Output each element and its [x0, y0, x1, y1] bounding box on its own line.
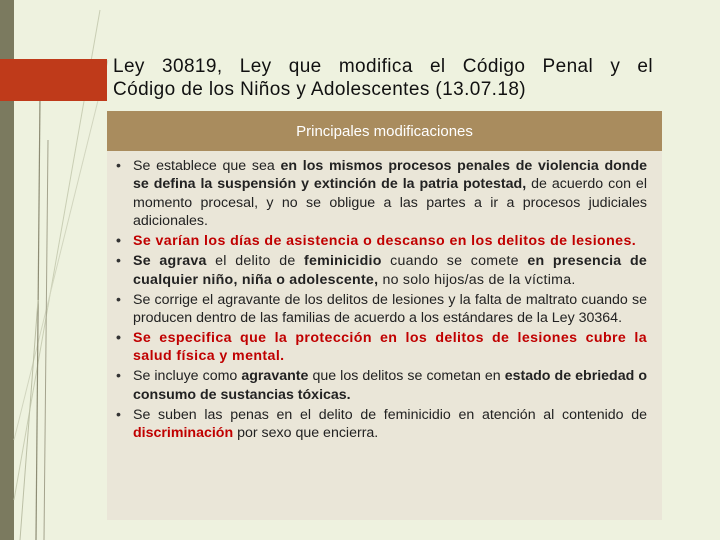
list-item: • Se especifica que la protección en los delitos de lesiones cubre la salud física y mental.	[115, 329, 647, 366]
modifications-list	[107, 151, 662, 443]
content-box	[107, 111, 662, 520]
list-item: • Se corrige el agravante de los delitos de lesiones y la falta de maltrato cuando se producen dentro de las familias de acuerdo a los estándares de la Ley 30364.	[115, 291, 647, 328]
section-header: Principales modificaciones	[107, 111, 662, 151]
title-line-1: Ley 30819, Ley que modifica el Código Penal y el	[113, 56, 653, 77]
list-item: • Se varían los días de asistencia o descanso en los delitos de lesiones.	[115, 232, 647, 250]
list-item: • Se agrava el delito de feminicidio cuando se comete en presencia de cualquier niño, niña o adolescente, no solo hijos/as de la víctima.	[115, 252, 647, 289]
list-item: • Se incluye como agravante que los delitos se cometan en estado de ebriedad o consumo de sustancias tóxicas.	[115, 367, 647, 404]
list-item: • Se establece que sea en los mismos procesos penales de violencia donde se defina la suspensión y extinción de la patria potestad, de acuerdo con el momento procesal, y no se obligue a las partes a ir a procesos judiciales adicionales.	[115, 157, 647, 231]
list-item: • Se suben las penas en el delito de feminicidio en atención al contenido de discriminación por sexo que encierra.	[115, 406, 647, 443]
title-accent-bar	[0, 59, 107, 101]
slide-title	[113, 55, 653, 101]
title-line-2: Código de los Niños y Adolescentes (13.07.18)	[113, 79, 527, 100]
